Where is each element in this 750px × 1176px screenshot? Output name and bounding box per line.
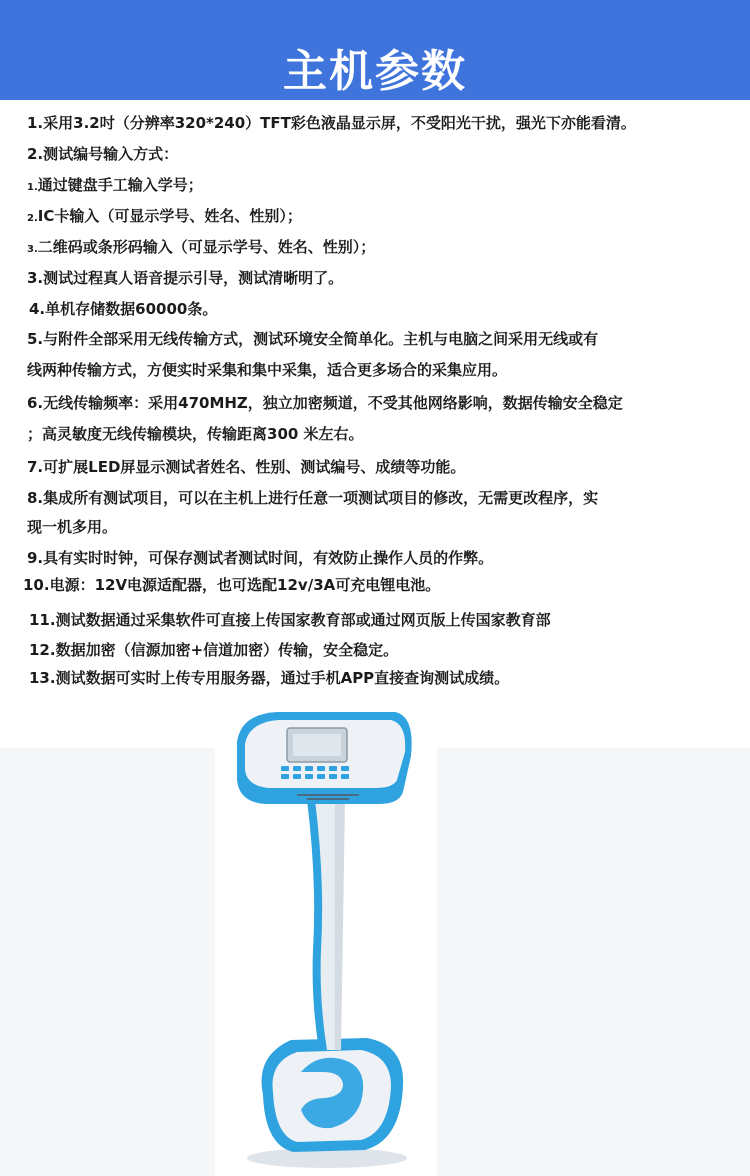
spec-line: 8.集成所有测试项目，可以在主机上进行任意一项测试项目的修改，无需更改程序，实: [27, 489, 599, 507]
spec-line: 11.测试数据通过采集软件可直接上传国家教育部或通过网页版上传国家教育部: [29, 611, 551, 629]
spec-line-cont: 线两种传输方式，方便实时采集和集中采集，适合更多场合的采集应用。: [27, 361, 508, 379]
spec-line: 3.测试过程真人语音提示引导，测试清晰明了。: [27, 269, 344, 287]
spec-line: 7.可扩展LED屏显示测试者姓名、性别、测试编号、成绩等功能。: [27, 458, 466, 476]
device-pole-shade: [335, 800, 345, 1050]
screen-display: [293, 734, 341, 756]
spec-line: 6.无线传输频率：采用470MHZ，独立加密频道，不受其他网络影响，数据传输安全稳定: [27, 394, 623, 412]
page-header: [0, 0, 750, 100]
page-title: 主机参数: [283, 46, 467, 97]
spec-line: 9.具有实时时钟，可保存测试者测试时间，有效防止操作人员的作弊。: [27, 549, 494, 567]
spec-line-cont: 现一机多用。: [27, 518, 118, 536]
spec-subline: 2.IC卡输入（可显示学号、姓名、性别）；: [27, 207, 302, 225]
spec-line-cont: ；高灵敏度无线传输模块，传输距离300 米左右。: [27, 425, 364, 443]
spec-line: 1.采用3.2吋（分辨率320*240）TFT彩色液晶显示屏，不受阳光干扰，强光下亦能看清。: [27, 114, 636, 132]
spec-line: 2.测试编号输入方式：: [27, 145, 179, 163]
spec-subline: 1.通过键盘手工输入学号；: [27, 176, 203, 194]
spec-subline: 3.二维码或条形码输入（可显示学号、姓名、性别）；: [27, 238, 376, 256]
spec-line: 10.电源：12V电源适配器，也可选配12v/3A可充电锂电池。: [23, 576, 441, 594]
spec-line: 5.与附件全部采用无线传输方式，测试环境安全简单化。主机与电脑之间采用无线或有: [27, 330, 599, 348]
spec-line: 13.测试数据可实时上传专用服务器，通过手机APP直接查询测试成绩。: [29, 669, 510, 687]
test-host-device-illustration: [215, 700, 437, 1176]
spec-line: 4.单机存储数据60000条。: [29, 300, 218, 318]
spec-line: 12.数据加密（信源加密+信道加密）传输，安全稳定。: [29, 641, 399, 659]
